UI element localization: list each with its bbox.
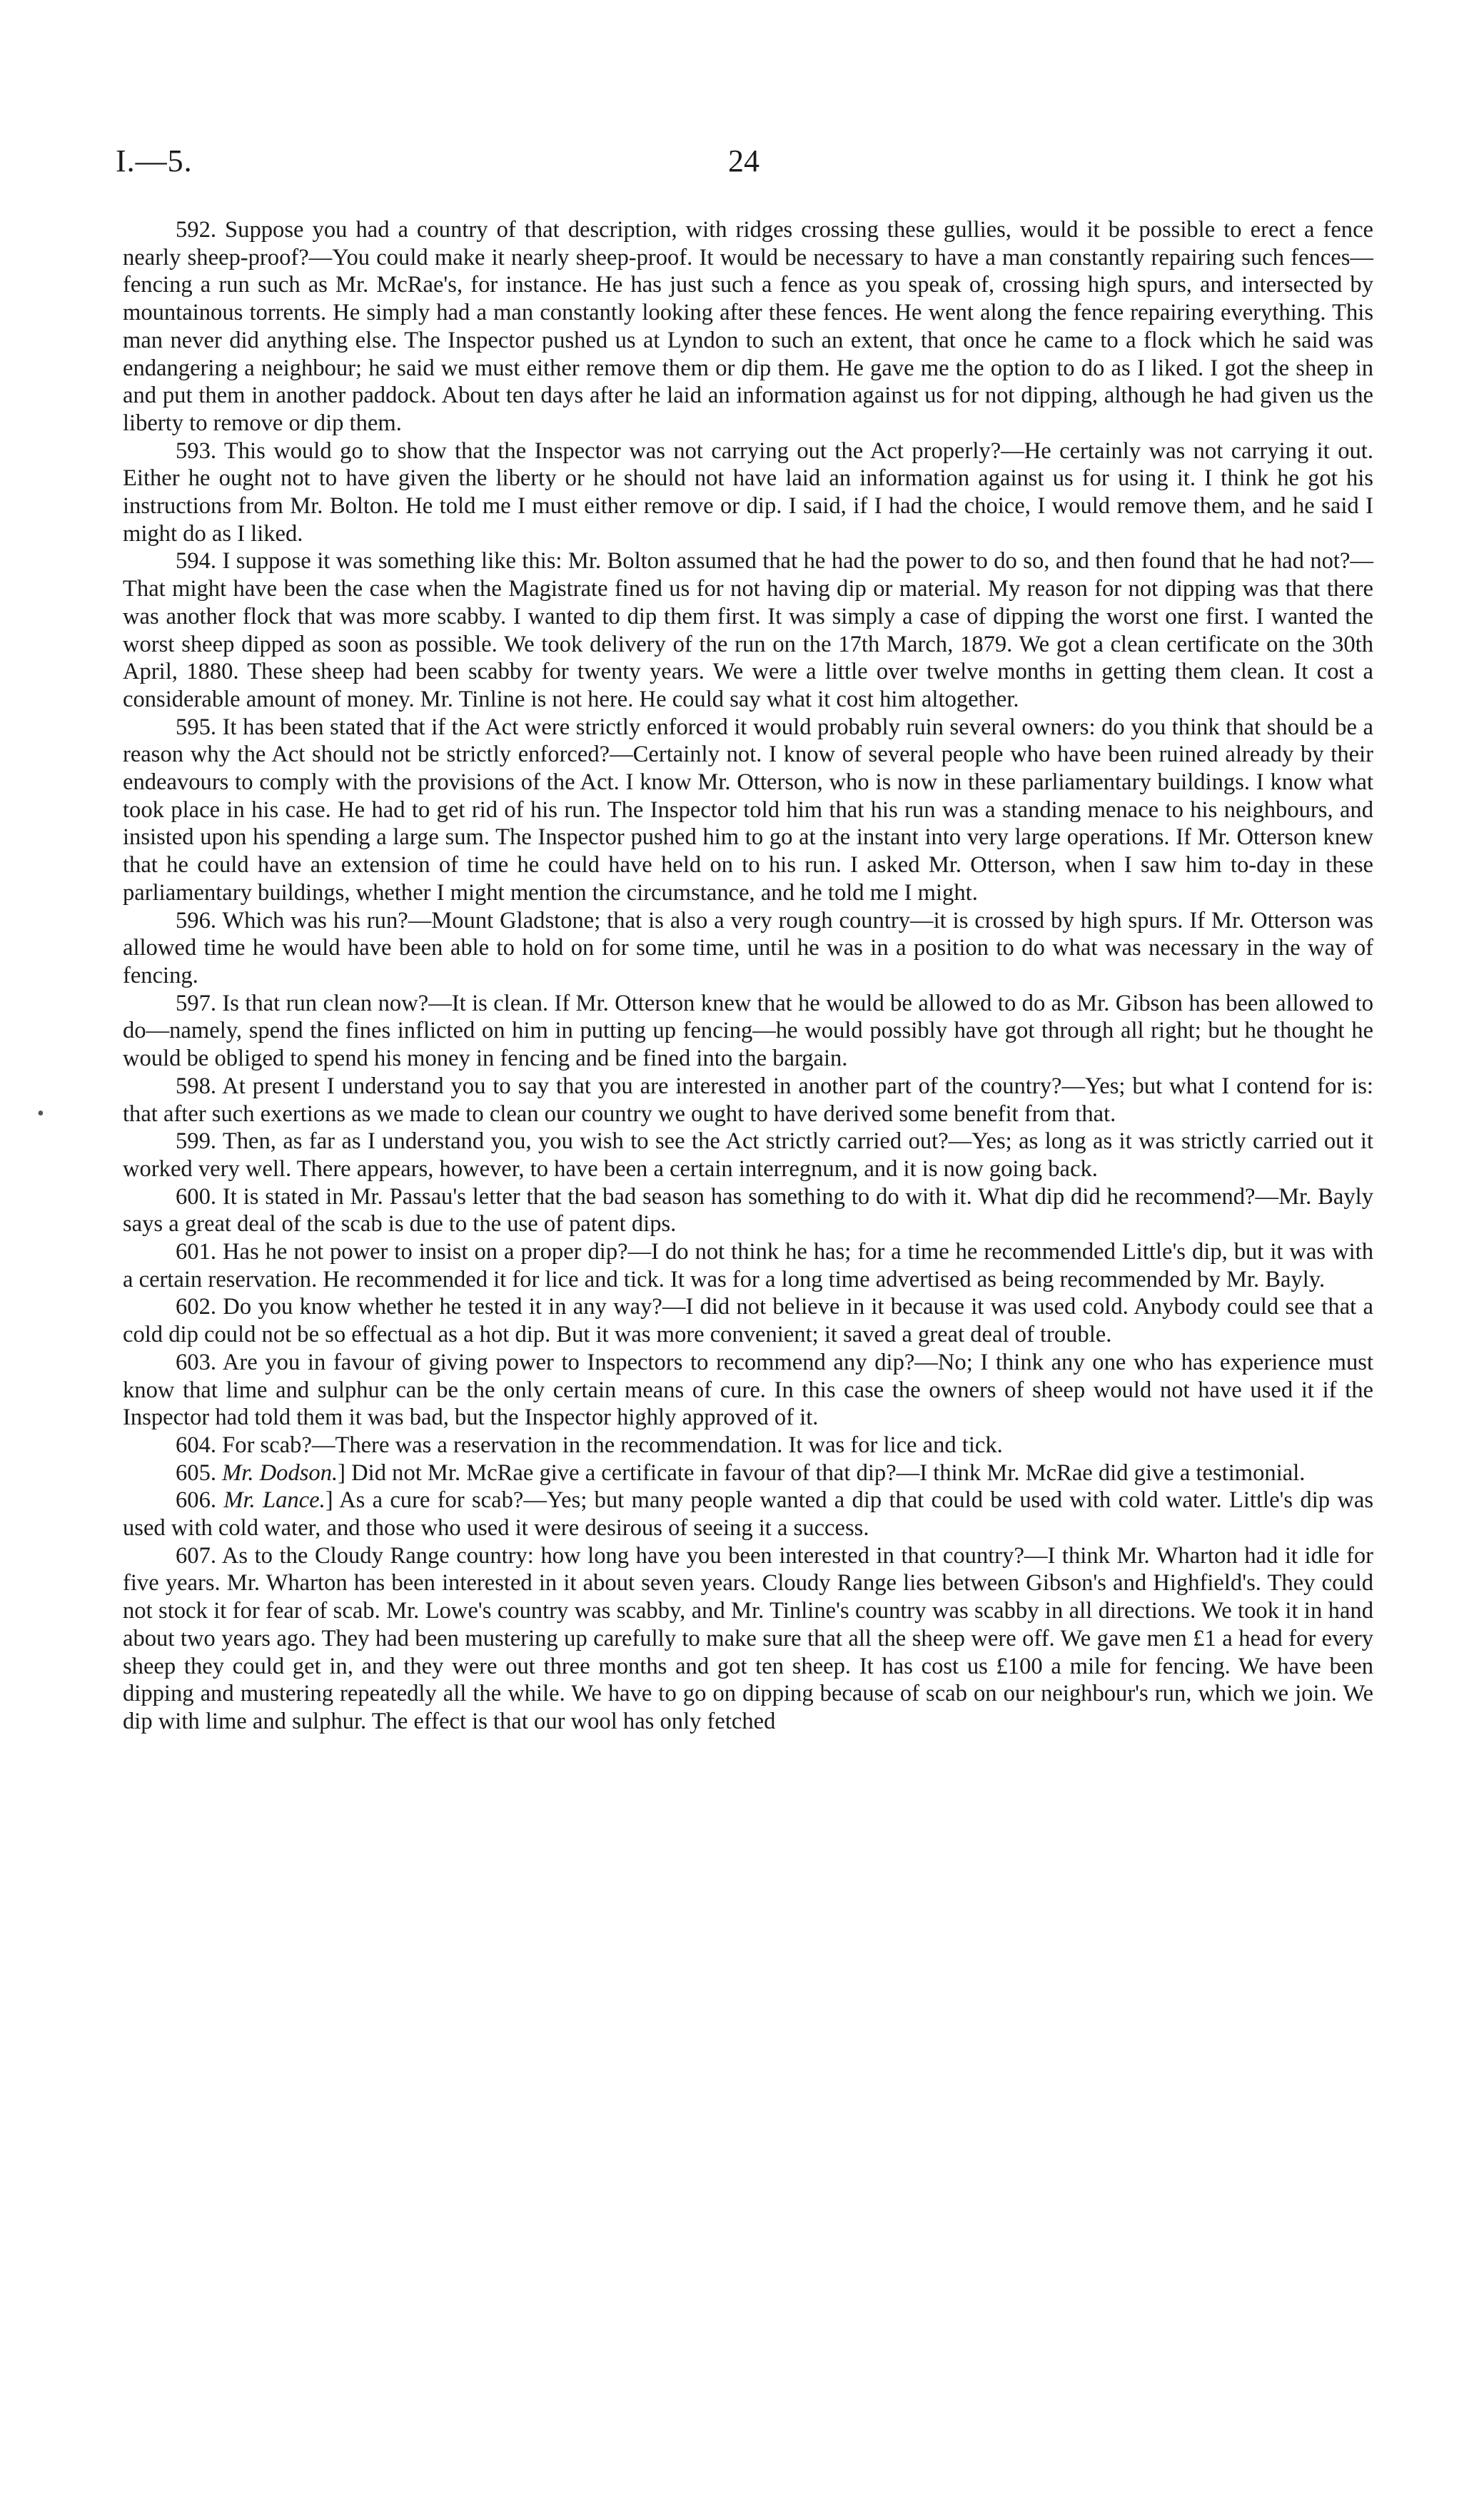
paragraph-601: 601. Has he not power to insist on a proper dip?—I do not think he has; for a time he recommended Little's dip, but it was with a certain reservation. He recommended it for lice and tick. It was for a long time advertised as being recommended by Mr. Bayly.	[123, 1239, 1373, 1292]
page-number: 24	[728, 143, 759, 178]
paragraph-598: 598. At present I understand you to say that you are interested in another part of the country?—Yes; but what I contend for is: that after such exertions as we made to clean our country we ought to have derived some benefit from that.	[123, 1073, 1373, 1127]
paragraph-602: 602. Do you know whether he tested it in any way?—I did not believe in it because it was used cold. Anybody could see that a cold dip could not be so effectual as a hot dip. But it was more convenient; it saved a great deal of trouble.	[123, 1294, 1373, 1348]
paragraph-606: 606. Mr. Lance.] As a cure for scab?—Yes; but many people wanted a dip that could be used with cold water. Little's dip was used with cold water, and those who used it were desirous of seeing it a success.	[123, 1487, 1373, 1542]
paragraph-603: 603. Are you in favour of giving power to Inspectors to recommend any dip?—No; I think any one who has experience must know that lime and sulphur can be the only certain means of cure. In this case the owners of sheep would not have used it if the Inspector had told them it was bad, but the Inspector highly approved of it.	[123, 1349, 1373, 1431]
paragraph-594: 594. I suppose it was something like this: Mr. Bolton assumed that he had the power to do so, and then found that he had not?—That might have been the case when the Magistrate fined us for not having dip or material. My reason for not dipping was that there was another flock that was more scabby. I wanted to dip them first. It was simply a case of dipping the worst one first. I wanted the worst sheep dipped as soon as possible. We took delivery of the run on the 17th March, 1879. We got a clean certificate on the 30th April, 1880. These sheep had been scabby for twenty years. We were a little over twelve months in getting them clean. It cost a considerable amount of money. Mr. Tinline is not here. He could say what it cost him altogether.	[123, 548, 1373, 712]
speaker-name: Mr. Lance.	[223, 1487, 325, 1514]
paragraph-600: 600. It is stated in Mr. Passau's letter that the bad season has something to do with it. What dip did he recommend?—Mr. Bayly says a great deal of the scab is due to the use of patent dips.	[123, 1183, 1373, 1238]
testimony-text	[123, 216, 1373, 1736]
margin-dot-mark: •	[37, 1103, 44, 1125]
paragraph-596: 596. Which was his run?—Mount Gladstone; that is also a very rough country—it is crossed by high spurs. If Mr. Otterson was allowed time he would have been able to hold on for some time, until he was in a position to do what was necessary in the way of fencing.	[123, 907, 1373, 988]
paragraph-592: 592. Suppose you had a country of that description, with ridges crossing these gullies, would it be possible to erect a fence nearly sheep-proof?—You could make it nearly sheep-proof. It would be necessary to have a man constantly repairing such fences—fencing a run such as Mr. McRae's, for instance. He has just such a fence as you speak of, crossing high spurs, and intersected by mountainous torrents. He simply had a man constantly looking after these fences. He went along the fence repairing everything. This man never did anything else. The Inspector pushed us at Lyndon to such an extent, that once he came to a flock which he said was endangering a neighbour; he said we must either remove them or dip them. He gave me the option to do as I liked. I got the sheep in and put them in another paddock. About ten days after he laid an information against us for not dipping, although he had given us the liberty to remove or dip them.	[123, 217, 1373, 436]
paragraph-604: 604. For scab?—There was a reservation in the recommendation. It was for lice and tick.	[176, 1432, 1003, 1458]
page-header	[116, 143, 1373, 193]
paragraph-593: 593. This would go to show that the Inspector was not carrying out the Act properly?—He certainly was not carrying it out. Either he ought not to have given the liberty or he should not have laid an information against us for using it. I think he got his instructions from Mr. Bolton. He told me I must either remove or dip. I said, if I had the choice, I would remove them, and he said I might do as I liked.	[123, 437, 1373, 547]
document-reference: I.—5.	[116, 143, 193, 178]
paragraph-607: 607. As to the Cloudy Range country: how long have you been interested in that country?—I think Mr. Wharton had it idle for five years. Mr. Wharton has been interested in it about seven years. Cloudy Range lies between Gibson's and Highfield's. They could not stock it for fear of scab. Mr. Lowe's country was scabby, and Mr. Tinline's country was scabby in all directions. We took it in hand about two years ago. They had been mustering up carefully to make sure that all the sheep were off. We gave men £1 a head for every sheep they could get in, and they were out three months and got ten sheep. It has cost us £100 a mile for fencing. We have been dipping and mustering repeatedly all the while. We have to go on dipping because of scab on our neighbour's run, which we join. We dip with lime and sulphur. The effect is that our wool has only fetched	[123, 1542, 1373, 1734]
paragraph-597: 597. Is that run clean now?—It is clean. If Mr. Otterson knew that he would be allowed to do as Mr. Gibson has been allowed to do—namely, spend the fines inflicted on him in putting up fencing—he would possibly have got through all right; but he thought he would be obliged to spend his money in fencing and be fined into the bargain.	[123, 990, 1373, 1072]
paragraph-595: 595. It has been stated that if the Act were strictly enforced it would probably ruin several owners: do you think that should be a reason why the Act should not be strictly enforced?—Certainly not. I know of several people who have been ruined already by their endeavours to comply with the provisions of the Act. I know Mr. Otterson, who is now in these parliamentary buildings. I know what took place in his case. He had to get rid of his run. The Inspector told him that his run was a standing menace to his neighbours, and insisted upon his spending a large sum. The Inspector pushed him to go at the instant into very large operations. If Mr. Otterson knew that he could have an extension of time he could have held on to his run. I asked Mr. Otterson, when I saw him to-day in these parliamentary buildings, whether I might mention the circumstance, and he told me I might.	[123, 714, 1373, 906]
paragraph-605: 605. Mr. Dodson.] Did not Mr. McRae give a certificate in favour of that dip?—I think Mr. McRae did give a testimonial.	[176, 1459, 1306, 1486]
paragraph-599: 599. Then, as far as I understand you, you wish to see the Act strictly carried out?—Yes; as long as it was strictly carried out it worked very well. There appears, however, to have been a certain interregnum, and it is now going back.	[123, 1128, 1373, 1182]
speaker-name: Mr. Dodson.	[222, 1459, 338, 1486]
